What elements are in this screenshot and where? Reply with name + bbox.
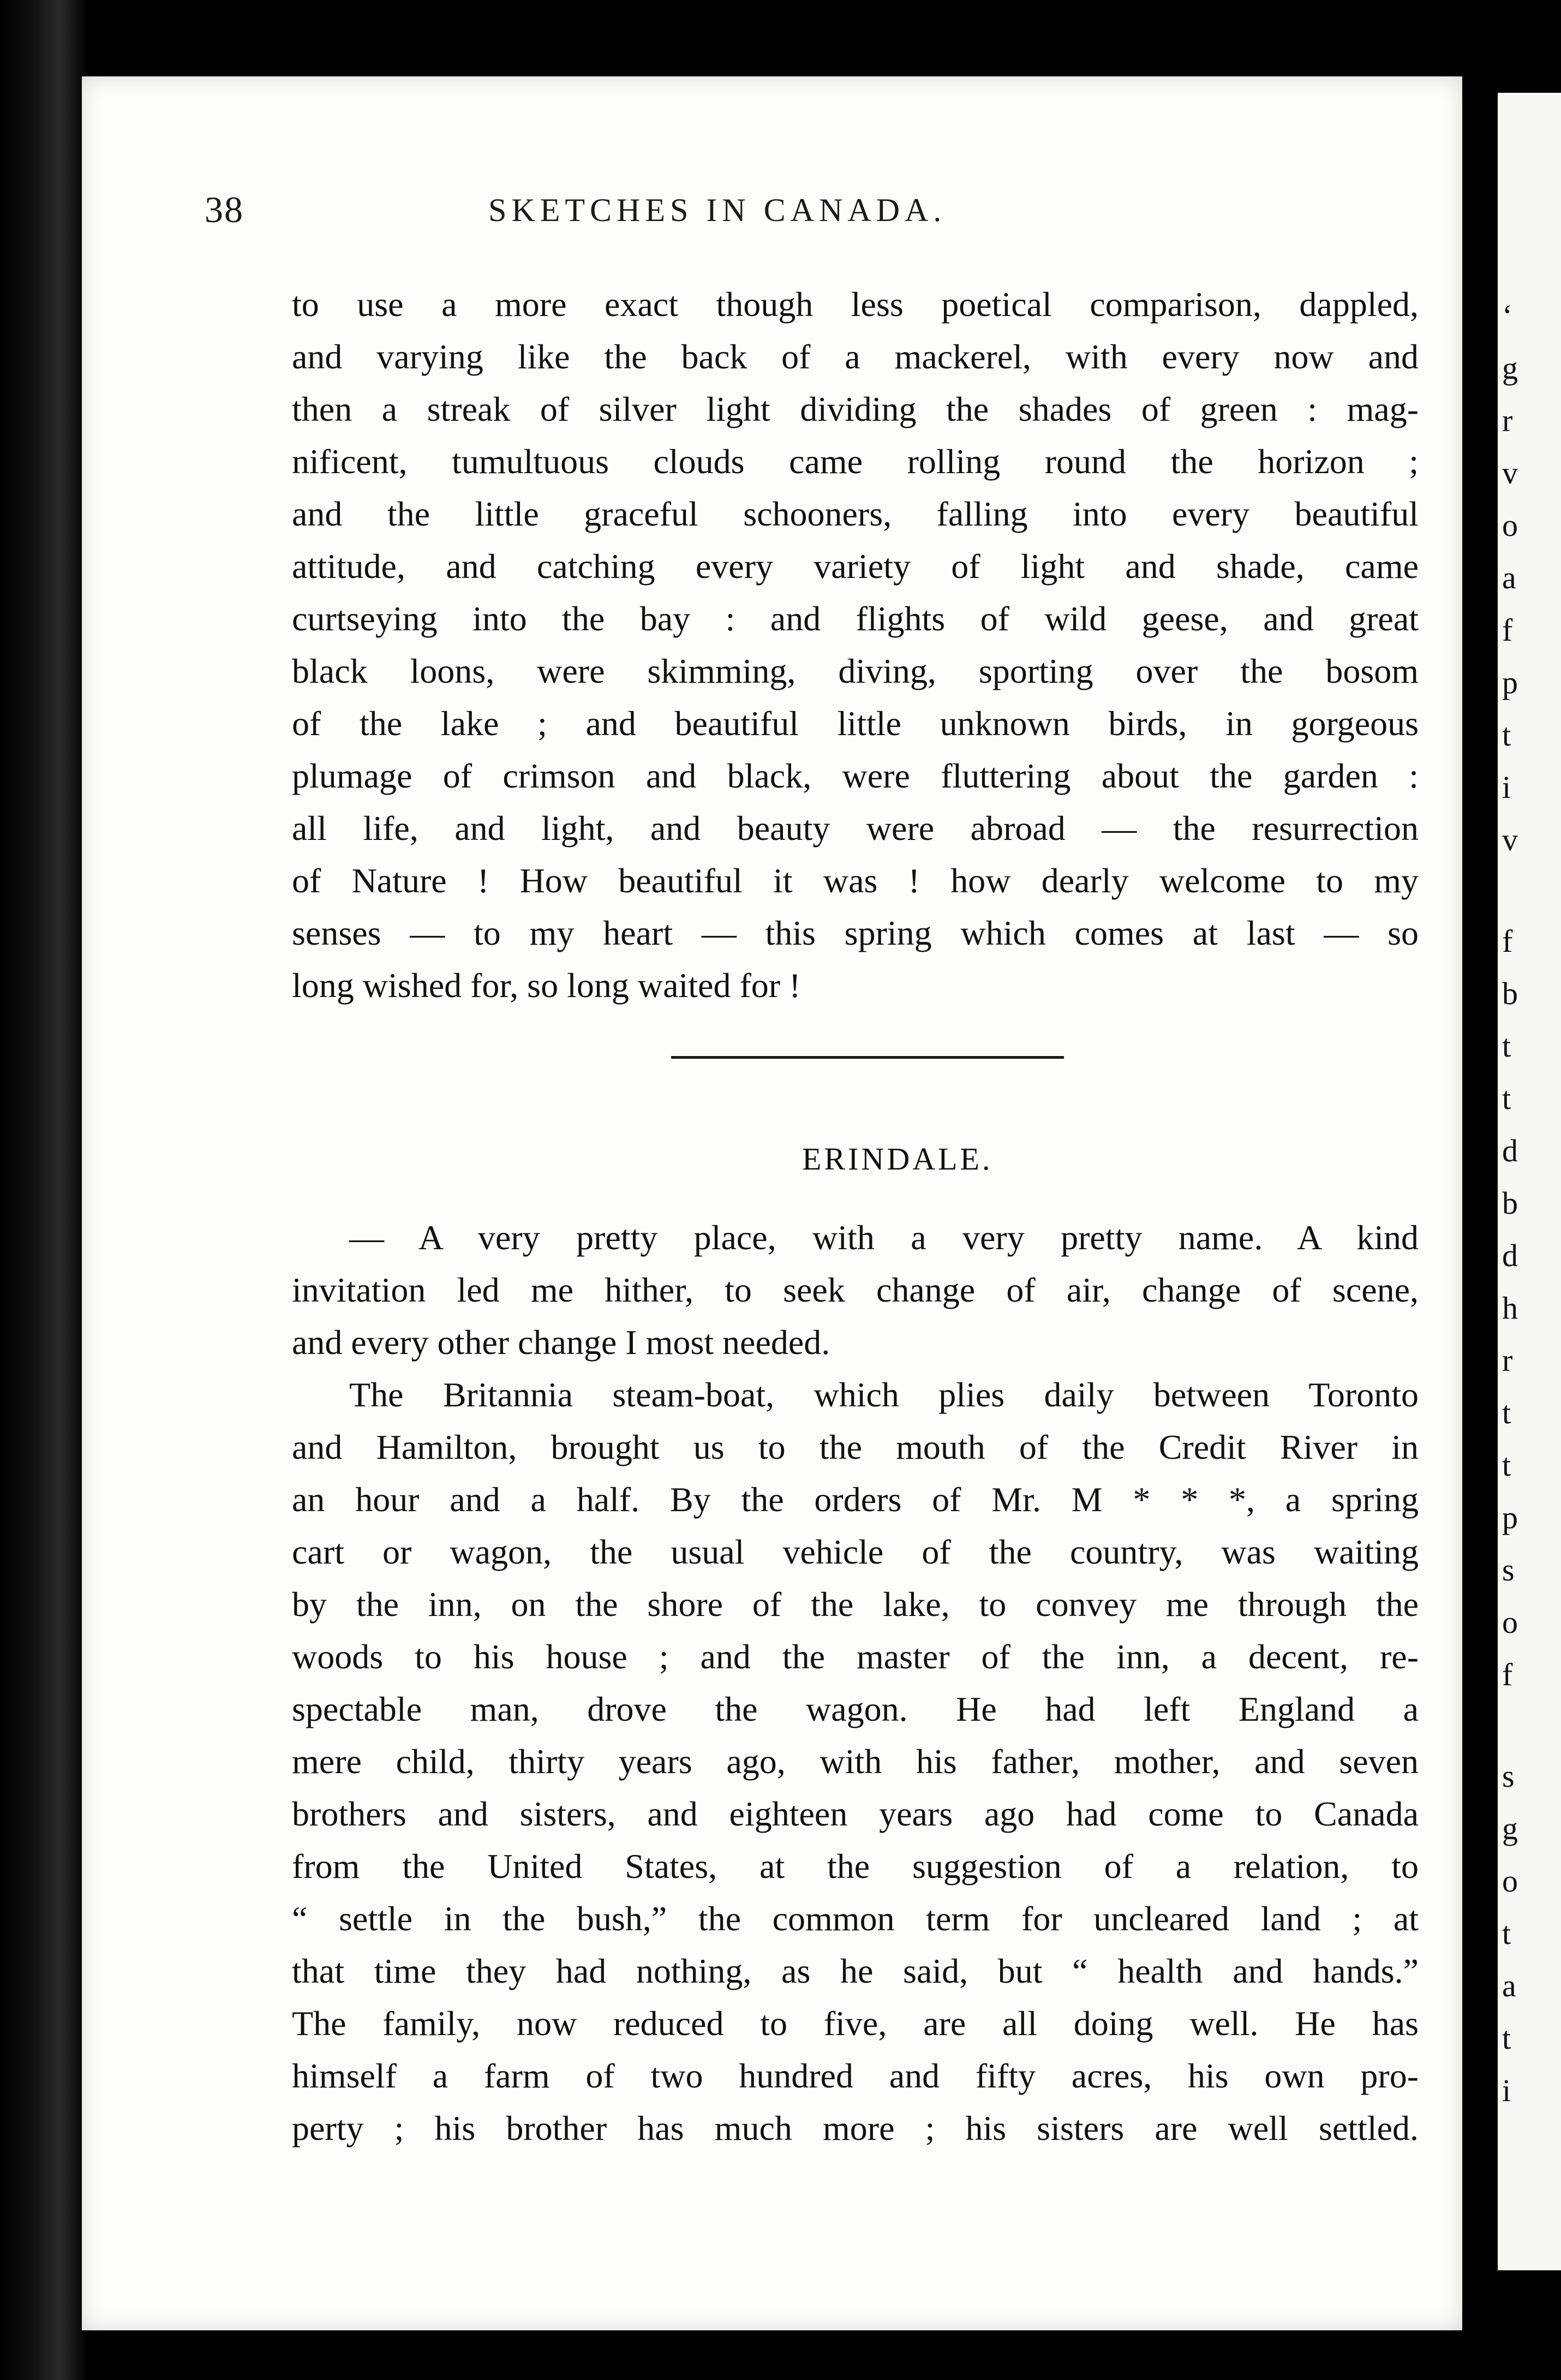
text-line: to use a more exact though less poetical comparison, dappled, [292,285,1419,324]
text-line: black loons, were skimming, diving, sporting over the bosom [292,652,1419,690]
text-line: perty ; his brother has much more ; his sisters are well settled. [292,2109,1419,2148]
text-line: long wished for, so long waited for ! [292,966,801,1005]
page-number: 38 [205,189,244,230]
facing-page-letter: a [1502,1968,1516,2003]
facing-page-letter: t [1502,1028,1511,1064]
text-line: — A very pretty place, with a very pretty name. A kind [349,1218,1419,1257]
facing-page-letter: t [1502,1081,1511,1116]
facing-page-letter: t [1502,1447,1511,1483]
facing-page-letter: b [1502,976,1518,1011]
facing-page-letter: h [1502,1290,1518,1326]
text-line: himself a farm of two hundred and fifty acres, his own pro- [292,2056,1419,2095]
text-line: spectable man, drove the wagon. He had left England a [292,1690,1419,1728]
text-line: The family, now reduced to five, are all doing well. He has [292,2004,1419,2043]
facing-page-letter: t [1502,2020,1511,2056]
text-line: plumage of crimson and black, were fluttering about the garden : [292,756,1419,795]
facing-page-letter: p [1502,665,1518,700]
section-heading: ERINDALE. [802,1141,993,1177]
facing-page-letter: r [1502,1343,1513,1378]
text-line: curtseying into the bay : and flights of wild geese, and great [292,599,1419,638]
book-gutter-edge [0,0,87,2380]
running-head: SKETCHES IN CANADA. [488,192,947,228]
text-line: by the inn, on the shore of the lake, to convey me through the [292,1585,1419,1624]
facing-page-letter: g [1502,1811,1518,1846]
facing-page-letter: o [1502,1863,1518,1899]
text-line: and Hamilton, brought us to the mouth of the Credit River in [292,1428,1419,1466]
text-line: and the little graceful schooners, falling into every beautiful [292,494,1419,533]
facing-page-letter: r [1502,403,1513,438]
facing-page-letter: t [1502,717,1511,753]
facing-page-letter: i [1502,2073,1511,2108]
text-line: and varying like the back of a mackerel, with every now and [292,337,1419,376]
text-line: an hour and a half. By the orders of Mr. M * * *, a spring [292,1480,1419,1519]
text-line: “ settle in the bush,” the common term for uncleared land ; at [292,1899,1419,1938]
text-line: nificent, tumultuous clouds came rolling round the horizon ; [292,442,1419,481]
facing-page-strip [1498,93,1561,2270]
facing-page-letter: d [1502,1133,1518,1168]
text-line: of Nature ! How beautiful it was ! how dearly welcome to my [292,861,1419,900]
text-line: of the lake ; and beautiful little unknown birds, in gorgeous [292,704,1419,743]
facing-page-letter: d [1502,1238,1518,1273]
text-line: then a streak of silver light dividing the shades of green : mag- [292,390,1419,428]
facing-page-letter: o [1502,1604,1518,1640]
facing-page-letter: a [1502,560,1516,595]
text-line: all life, and light, and beauty were abroad — the resurrection [292,809,1419,848]
facing-page-letter: s [1502,1552,1515,1588]
facing-page-letter: p [1502,1500,1518,1535]
facing-page-letter: ‘ [1502,298,1513,333]
facing-page-letter: b [1502,1185,1518,1221]
facing-page-letter: t [1502,1916,1511,1951]
facing-page-letter: v [1502,822,1518,857]
facing-page-letter: t [1502,1395,1511,1430]
facing-page-letter: o [1502,508,1518,543]
facing-page-letter: v [1502,455,1518,491]
facing-page-letter: i [1502,770,1511,805]
text-line: woods to his house ; and the master of the inn, a decent, re- [292,1637,1419,1676]
facing-page-letter: s [1502,1758,1515,1794]
text-line: and every other change I most needed. [292,1323,830,1362]
paragraph-erindale [292,1212,1419,2155]
text-line: attitude, and catching every variety of light and shade, came [292,547,1419,586]
facing-page-letter: g [1502,350,1518,386]
facing-page-letter: f [1502,923,1513,959]
section-divider [671,1056,1064,1059]
text-line: senses — to my heart — this spring which comes at last — so [292,914,1419,952]
text-line: brothers and sisters, and eighteen years ago had come to Canada [292,1794,1419,1833]
text-line: mere child, thirty years ago, with his father, mother, and seven [292,1742,1419,1781]
text-line: cart or wagon, the usual vehicle of the country, was waiting [292,1532,1419,1571]
page-header [205,188,1421,237]
paragraph-spring [292,278,1419,1012]
facing-page-letter: f [1502,1657,1513,1692]
text-line: from the United States, at the suggestion of a relation, to [292,1847,1419,1886]
facing-page-letter: f [1502,612,1513,648]
text-line: that time they had nothing, as he said, but “ health and hands.” [292,1952,1419,1990]
text-line: invitation led me hither, to seek change of air, change of scene, [292,1270,1419,1309]
text-line: The Britannia steam-boat, which plies daily between Toronto [349,1375,1419,1414]
